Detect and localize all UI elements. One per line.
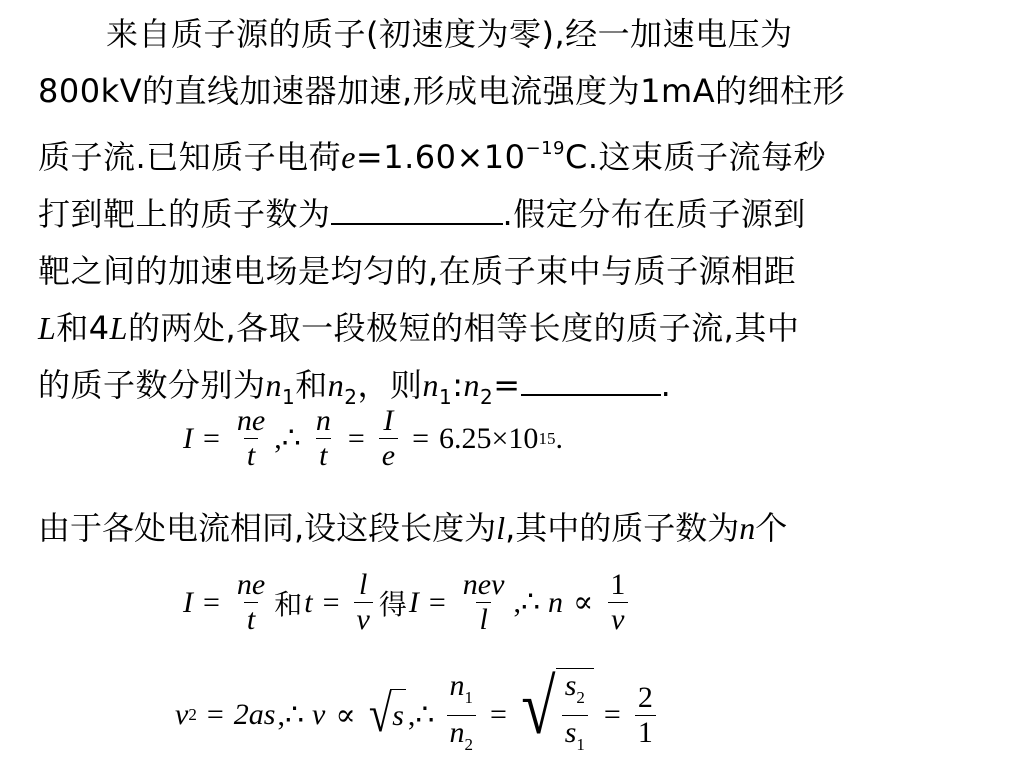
equation-ratio: v 2 = 2as ,∴ v ∝ √ s ,∴ $\frac{n_1}{n_2}$ = √ $\frac{s_2}{s_1}$ = $\frac{2}{1}$	[175, 668, 660, 762]
problem-line-2: 800kV的直线加速器加速,形成电流强度为1mA的细柱形	[38, 72, 846, 110]
answer-blank-1	[331, 201, 503, 225]
problem-line-5: 靶之间的加速电场是均匀的,在质子束中与质子源相距	[38, 252, 797, 290]
problem-text	[38, 6, 988, 426]
problem-line-4: 打到靶上的质子数为 .假定分布在质子源到	[38, 195, 806, 233]
var-e: e	[341, 139, 356, 175]
problem-line-7: 的质子数分别为$n_1$和$n_2$，则$n_1:n_2=$ .	[38, 366, 672, 409]
problem-line-3: 质子流.已知质子电荷$e=1.60\times 10^{-19}C$.这束质子流每秒	[38, 138, 827, 176]
answer-blank-2	[521, 372, 661, 396]
equation-current: I = $\frac{ne}{t}$ ,∴ $\frac{n}{t}$ = $\frac{I}{e}$ = 6.25×10 15 .	[183, 404, 563, 472]
problem-line-6: L和4L的两处,各取一段极短的相等长度的质子流,其中	[38, 309, 800, 347]
equation-velocity: I = $\frac{ne}{t}$ 和 t = $\frac{l}{v}$ 得 I = $\frac{\text{nev}}{l}$ ,∴ n ∝ $\frac{1}{v}$	[183, 568, 632, 637]
problem-line-1: 来自质子源的质子(初速度为零),经一加速电压为	[106, 15, 793, 53]
exponent: −19	[525, 138, 565, 159]
explanation-text: 由于各处电流相同,设这段长度为l,其中的质子数为n个	[38, 509, 788, 547]
